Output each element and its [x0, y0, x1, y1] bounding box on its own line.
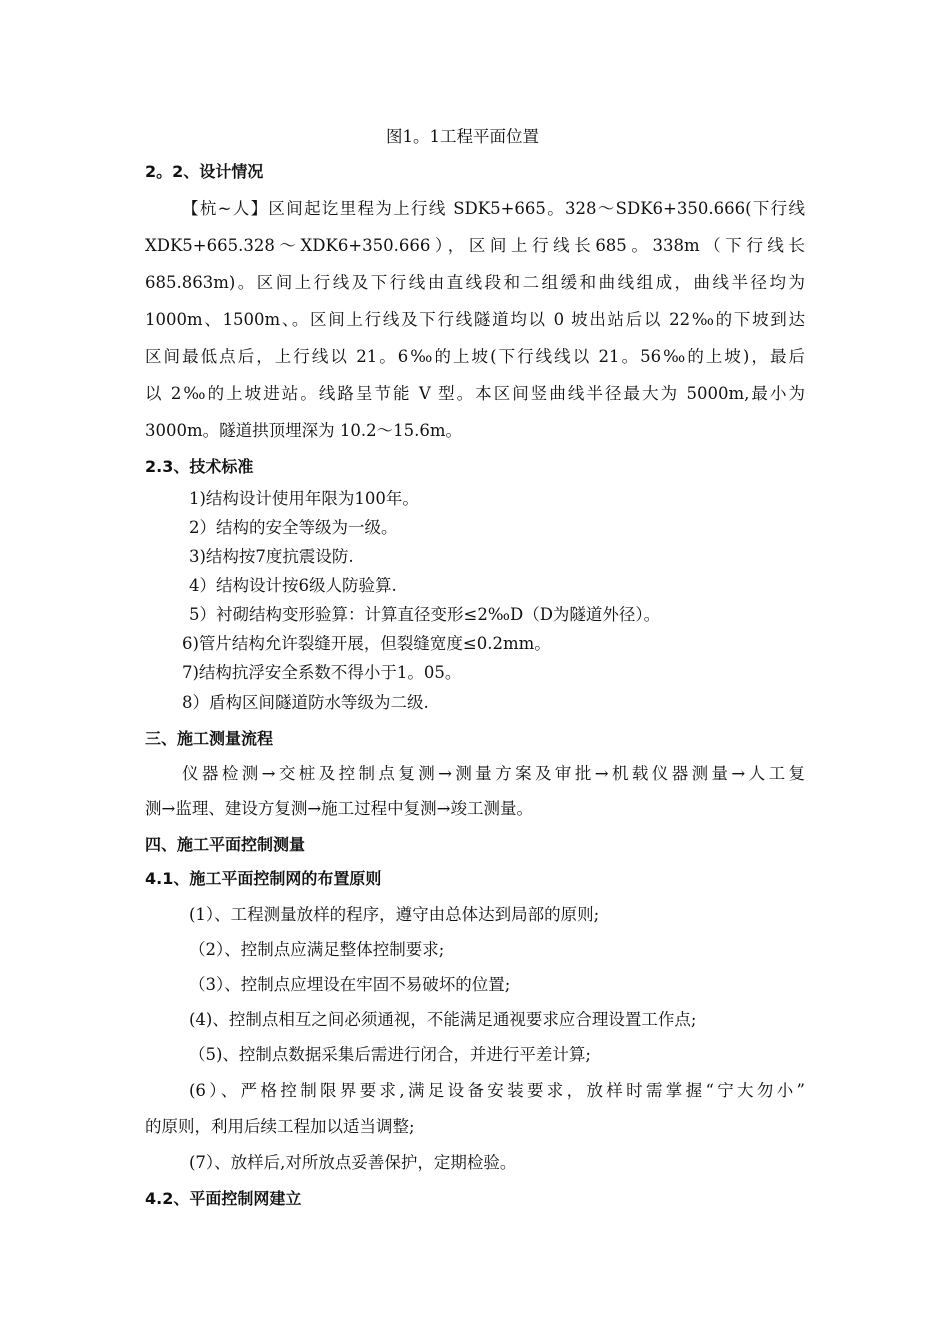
- paragraph-line: 测→监理、建设方复测→施工过程中复测→竣工测量。: [145, 799, 533, 818]
- list-item: (4)、控制点相互之间必须通视，不能满足通视要求应合理设置工作点;: [189, 1010, 697, 1029]
- list-item: (1）、工程测量放样的程序，遵守由总体达到局部的原则;: [189, 905, 600, 924]
- section-2-3-heading: 2.3、技术标准: [145, 457, 254, 476]
- paragraph-line: 685.863m)。区间上行线及下行线由直线段和二组缓和曲线组成，曲线半径均为: [145, 273, 805, 292]
- paragraph-line: 区间最低点后，上行线以 21。6‰的上坡(下行线线以 21。56‰的上坡)，最后: [145, 347, 805, 366]
- paragraph-line: 仪器检测→交桩及控制点复测→测量方案及审批→机载仪器测量→人工复: [182, 764, 805, 783]
- section-4-2-heading: 4.2、平面控制网建立: [145, 1189, 302, 1208]
- paragraph-line: XDK5+665.328～XDK6+350.666），区间上行线长685。338m（下行线长: [145, 236, 805, 255]
- list-item: （3）、控制点应埋设在牢固不易破坏的位置;: [189, 975, 511, 994]
- list-item: 7)结构抗浮安全系数不得小于1。05。: [182, 663, 462, 682]
- list-item: (6）、严格控制限界要求,满足设备安装要求，放样时需掌握“宁大勿小”: [189, 1081, 805, 1100]
- list-item: 6)管片结构允许裂缝开展，但裂缝宽度≤0.2mm。: [182, 634, 551, 653]
- section-4-heading: 四、施工平面控制测量: [145, 835, 306, 854]
- section-4-1-heading: 4.1、施工平面控制网的布置原则: [145, 869, 382, 888]
- list-item: 1)结构设计使用年限为100年。: [189, 489, 419, 508]
- list-item: 8）盾构区间隧道防水等级为二级.: [182, 693, 429, 712]
- list-item: 5）衬砌结构变形验算：计算直径变形≤2‰D（D为隧道外径）。: [189, 605, 661, 624]
- section-2-2-heading: 2。2、设计情况: [145, 162, 264, 181]
- paragraph-line: 以 2‰的上坡进站。线路呈节能 V 型。本区间竖曲线半径最大为 5000m,最小为: [145, 384, 805, 403]
- list-item: 2）结构的安全等级为一级。: [189, 518, 398, 537]
- figure-caption: 图1。1工程平面位置: [386, 127, 539, 146]
- list-item: (7）、放样后,对所放点妥善保护，定期检验。: [189, 1153, 517, 1172]
- list-item-continuation: 的原则，利用后续工程加以适当调整;: [145, 1117, 415, 1136]
- paragraph-line: 3000m。隧道拱顶埋深为 10.2～15.6m。: [145, 421, 463, 440]
- list-item: 3)结构按7度抗震设防.: [189, 547, 354, 566]
- paragraph-line: 1000m、1500m、。区间上行线及下行线隧道均以 0 坡出站后以 22‰的下坡到达: [145, 310, 805, 329]
- section-3-heading: 三、施工测量流程: [145, 729, 274, 748]
- list-item: 4）结构设计按6级人防验算.: [189, 576, 397, 595]
- list-item: （5)、控制点数据采集后需进行闭合，并进行平差计算;: [189, 1045, 591, 1064]
- paragraph-line: 【杭~人】区间起讫里程为上行线 SDK5+665。328～SDK6+350.666(下行线: [182, 199, 805, 218]
- list-item: （2）、控制点应满足整体控制要求;: [189, 940, 445, 959]
